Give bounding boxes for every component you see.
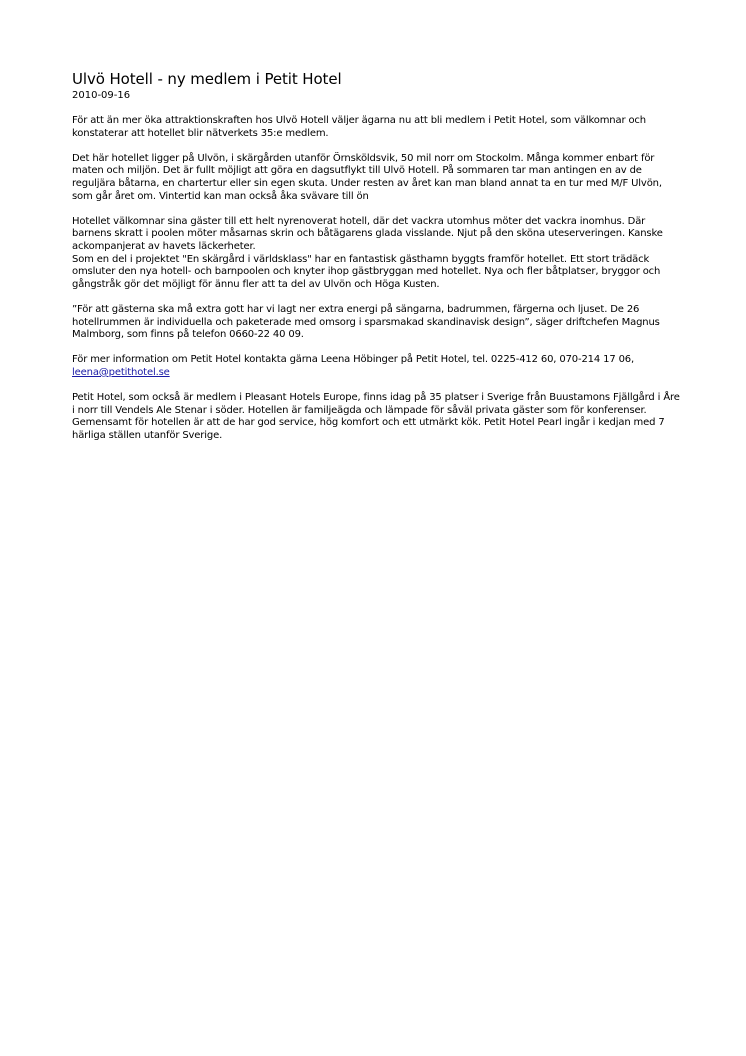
press-release	[72, 70, 682, 455]
paragraph-welcome: Hotellet välkomnar sina gäster till ett helt nyrenoverat hotell, där det vackra utomhus möter det vackra inomhus. Där barnens skratt i poolen möter måsarnas skrin och båtägarens glada visslande. Njut på den sköna uteserveringen. Kanske ackompanjerat av havets läckerheter.	[72, 215, 663, 252]
paragraph-about: Petit Hotel, som också är medlem i Pleasant Hotels Europe, finns idag på 35 platser i Sverige från Buustamons Fjällgård i Åre i norr till Vendels Ale Stenar i söder. Hotellen är familjeägda och lämpade för såväl privata gäster som för konferenser. Gemensamt för hotellen är att de har god service, hög komfort och ett utmärkt kök. Petit Hotel Pearl ingår i kedjan med 7 härliga ställen utanför Sverige.	[72, 392, 680, 441]
paragraph-quote: ”För att gästerna ska må extra gott har vi lagt ner extra energi på sängarna, badrummen, färgerna och ljuset. De 26 hotellrummen är individuella och paketerade med omsorg i sparsmakad skandinavisk design”, säger driftchefen Magnus Malmborg, som finns på telefon 0660-22 40 09.	[72, 303, 660, 341]
contact-text: För mer information om Petit Hotel kontakta gärna Leena Höbinger på Petit Hotel, tel. 0225-412 60, 070-214 17 06,	[72, 354, 635, 366]
article-title: Ulvö Hotell - ny medlem i Petit Hotel	[72, 70, 342, 88]
paragraph-location: Det här hotellet ligger på Ulvön, i skärgården utanför Örnsköldsvik, 50 mil norr om Stockolm. Många kommer enbart för maten och miljön. Det är fullt möjligt att göra en dagsutflykt till Ulvö Hotell. På sommaren tar man antingen en av de reguljära båtarna, en chartertur eller sin egen skuta. Under resten av året kan man bland annat ta en tur med M/F Ulvön, som går året om. Vintertid kan man också åka svävare till ön	[72, 152, 662, 202]
paragraph-project: Som en del i projektet "En skärgård i världsklass" har en fantastisk gästhamn byggts framför hotellet. Ett stort trädäck omsluter den nya hotell- och barnpoolen och knyter ihop gästbryggan med hotellet. Nya och fler båtplatser, bryggor och gångstråk gör det möjligt för ännu fler att ta del av Ulvön och Höga Kusten.	[72, 253, 661, 290]
contact-paragraph	[72, 354, 682, 379]
contact-email-link[interactable]: leena@petithotel.se	[72, 366, 170, 378]
article-date: 2010-09-16	[72, 90, 131, 101]
paragraph-intro: För att än mer öka attraktionskraften hos Ulvö Hotell väljer ägarna nu att bli medlem i Petit Hotel, som välkomnar och konstaterar att hotellet blir nätverkets 35:e medlem.	[72, 115, 646, 139]
